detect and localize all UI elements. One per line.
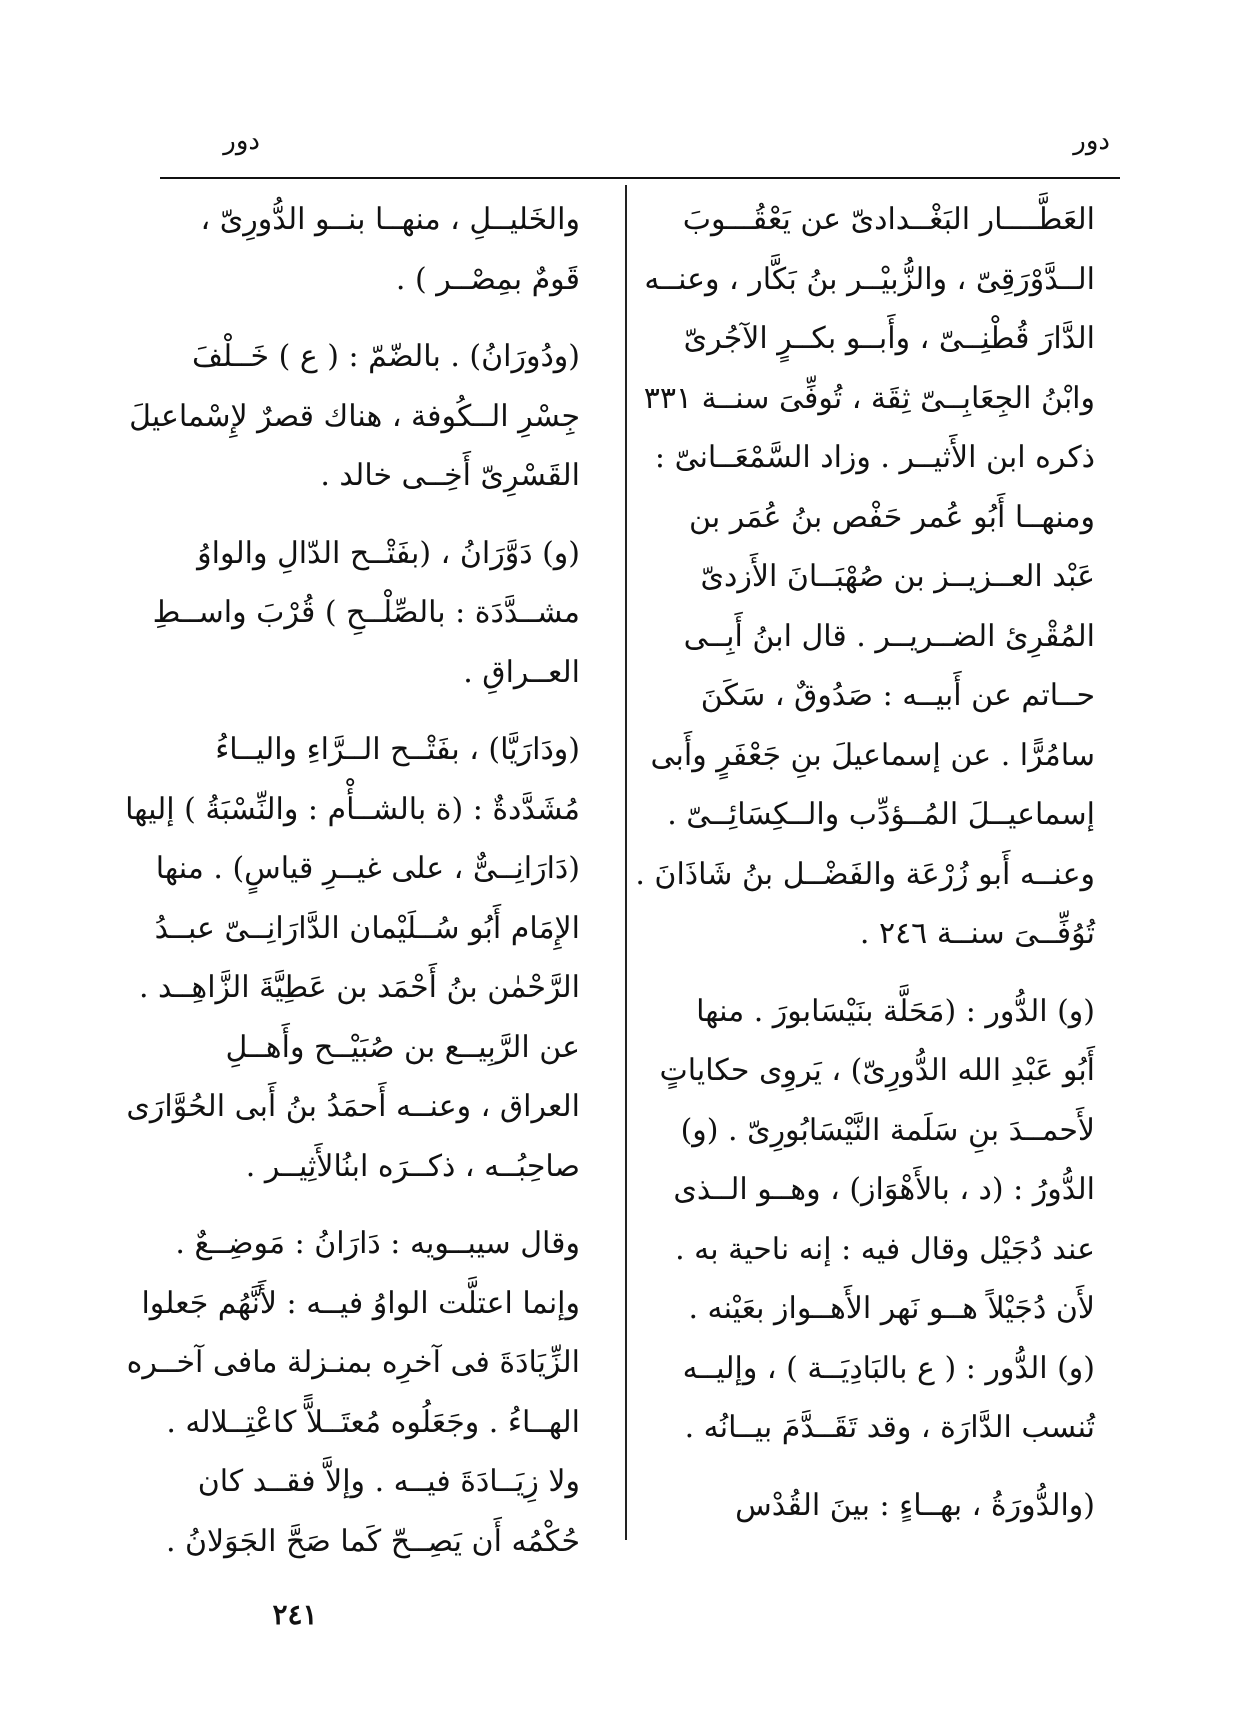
header-rule [160,177,1120,179]
text-line: صاحِبُــه ، ذكــرَه ابنُالأَثِيــر . [245,1148,580,1184]
text-line: (والدُّورَةُ ، بهــاءٍ : بينَ القُدْس [735,1487,1095,1523]
text-line: الزِّيَادَةَ فى آخرِه بمنـزلة مافى آخــره [126,1345,580,1380]
paragraph [635,190,1095,964]
text-line: (دَارَانِــىٌّ ، على غيــرِ قياسٍ) . منها [155,851,580,886]
paragraph [659,982,1095,1458]
text-line: (ودَارَيَّا) ، بفَتْــح الــرَّاءِ واليــاءُ [215,732,580,767]
text-line: (و) دَوَّرَانُ ، (بفَتْــح الدّالِ والواوُ [197,535,580,571]
text-line: ومنهــا أَبُو عُمر حَفْص بنُ عُمَر بن [689,499,1095,535]
text-line: ذكره ابن الأَثيــر . وزاد السَّمْعَــانىّ : [654,440,1095,475]
text-line: وابْنُ الجِعَابِــىّ ثِقَة ، تُوفِّىَ سنــة ٣٣١ [643,380,1095,416]
text-line: تُنسب الدَّارَة ، وقد تَقَــدَّمَ بيــانُه . [684,1410,1095,1445]
text-line: لأَحمــدَ بنِ سَلَمة النَّيْسَابُورِىّ . (و) [680,1112,1095,1148]
text-line: عَبْد العــزيــز بن صُهْبَــانَ الأَزدىّ [700,559,1095,594]
right-column [635,190,1095,1553]
text-line: والخَليــلِ ، منهــا بنــو الدُّورِىّ ، [200,202,580,237]
text-line: العراق ، وعنــه أَحمَدُ بنُ أَبى الحُوَّارَى [126,1089,580,1124]
paragraph [150,190,580,309]
text-line: (ودُورَانُ) . بالضّمّ : ( ع ) خَــلْفَ [191,339,580,374]
text-line: الدَّارَ قُطْنِــىّ ، وأَبــو بكــرٍ الآجُرىّ [683,321,1095,356]
text-line: العَطَّــــار البَغْــدادىّ عن يَعْقُـــوبَ [682,202,1095,237]
text-line: (و) الدُّور : ( ع بالبَادِيَــة ) ، وإليــه [682,1350,1095,1386]
text-line: الرَّحْمٰن بنُ أَحْمَد بن عَطِيَّةَ الزَّاهِــد . [138,970,580,1005]
paragraph [129,327,580,506]
text-line: سامُرًّا . عن إسماعيلَ بنِ جَعْفَرٍ وأَبى [650,737,1095,773]
paragraph [150,524,580,703]
page-number: ٢٤١ [272,1598,318,1631]
paragraph [126,1214,580,1571]
paragraph [125,720,580,1196]
text-line: قَومٌ بمِصْــر ) . [395,261,580,297]
text-line: الإِمَام أَبُو سُــلَيْمان الدَّارَانِــىّ عبــدُ [154,910,580,946]
text-line: مُشَدَّدةٌ : (ة بالشــأْم : والنِّسْبَةُ ) إليها [125,791,580,827]
text-line: الهــاءُ . وجَعَلُوه مُعتَــلاًّ كاعْتِــلاله . [166,1404,580,1440]
text-line: القَسْرِىّ أَخِــى خالد . [320,458,580,493]
text-line: جِسْرِ الــكُوفة ، هناك قصرٌ لإِسْماعيلَ [129,398,580,434]
text-line: أَبُو عَبْدِ الله الدُّورِىّ) ، يَروِى حكاياتٍ [659,1053,1095,1088]
column-divider [625,185,627,1540]
text-line: العــراقِ . [463,654,580,690]
text-line: وقال سيبــويه : دَارَانُ : مَوضِــعٌ . [175,1226,580,1261]
text-line: وعنــه أَبو زُرْعَة والفَضْــل بنُ شَاذَانَ . [635,856,1095,892]
text-line: حُكْمُه أَن يَصِــحّ كَما صَحَّ الجَوَلانُ . [165,1523,580,1559]
running-header-right: دور [1073,126,1110,156]
paragraph [665,1476,1095,1536]
text-line: عند دُجَيْل وقال فيه : إنه ناحية به . [675,1231,1095,1267]
text-line: ولا زِيَــادَةَ فيــه . وإلاَّ فقــد كان [197,1464,580,1499]
text-line: المُقْرِئ الضــريــر . قال ابنُ أَبِــى [683,618,1095,654]
text-line: تُوُفِّــىَ سنــة ٢٤٦ . [859,916,1095,951]
text-line: لأَن دُجَيْلاً هــو نَهر الأَهــواز بعَيْنه . [688,1291,1095,1326]
text-line: الدُّورُ : (د ، بالأَهْوَاز) ، وهــو الــذى [673,1172,1095,1207]
text-line: (و) الدُّور : (مَحَلَّة بنَيْسَابورَ . منها [696,993,1095,1029]
text-line: عن الرَّبِيــع بن صُبَيْــح وأَهــلِ [225,1029,580,1065]
left-column [125,190,580,1589]
text-line: مشــدَّدَة : بالصِّلْــحِ ) قُرْبَ واســطِ [152,595,580,630]
text-line: إسماعيــلَ المُــؤدِّب والــكِسَائِــىّ . [667,797,1095,832]
text-line: حــاتم عن أَبيــه : صَدُوقٌ ، سَكَنَ [700,678,1095,713]
text-line: وإنما اعتلَّت الواوُ فيــه : لأَنَّهُم جَعلوا [141,1285,580,1321]
text-line: الــدَّوْرَقِىّ ، والزُّبيْــر بنُ بَكَّار ، وعنــه [644,261,1095,297]
running-header-left: دور [223,126,260,156]
